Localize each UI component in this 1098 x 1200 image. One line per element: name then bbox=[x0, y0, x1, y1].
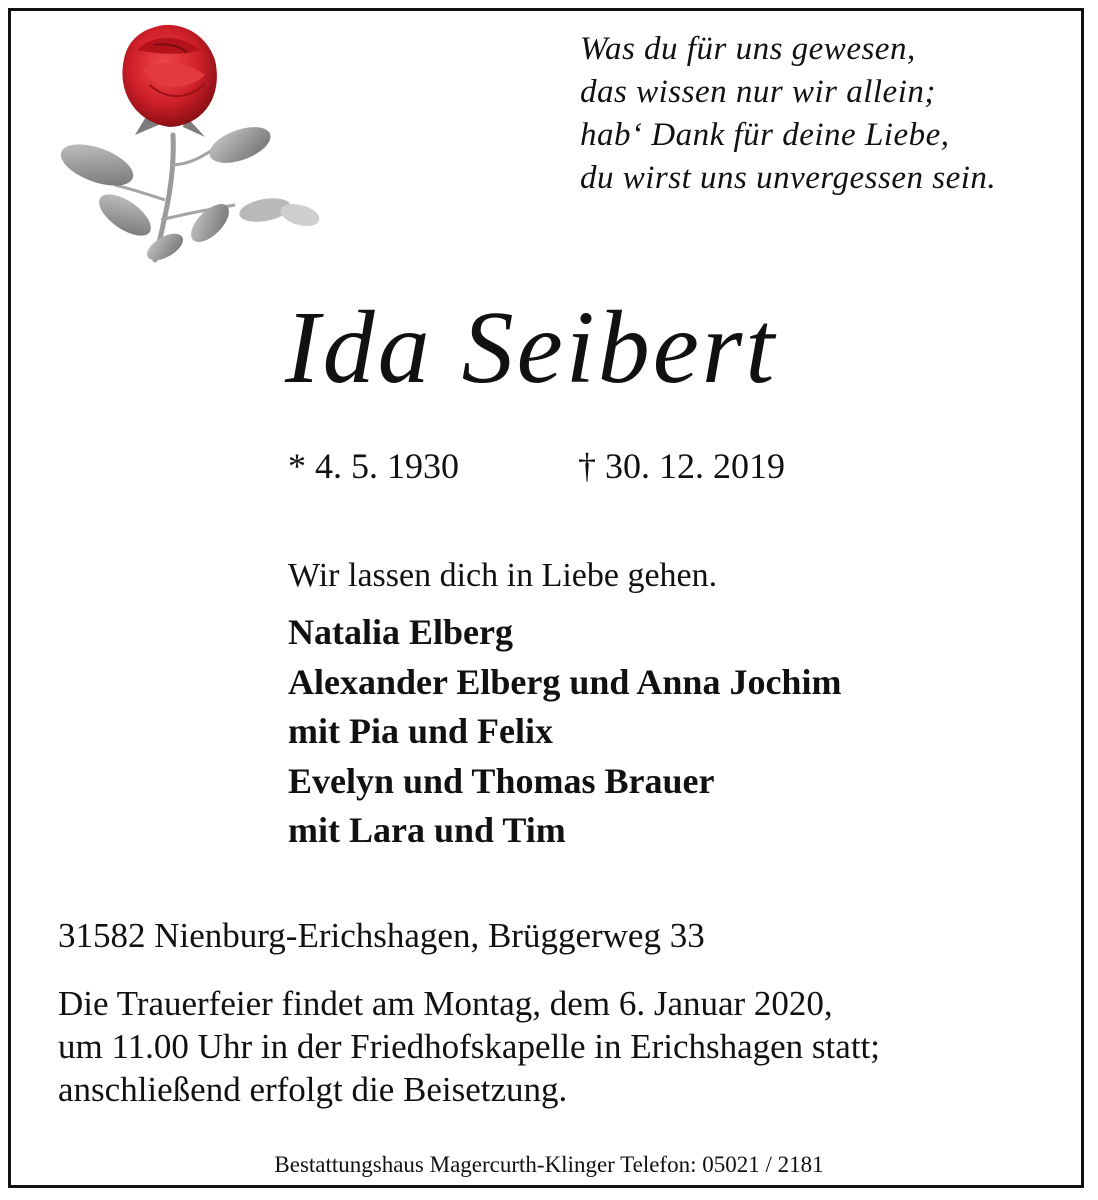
mourner-line: Alexander Elberg und Anna Jochim bbox=[288, 661, 842, 702]
rose-image bbox=[55, 15, 350, 280]
mourner-line: mit Pia und Felix bbox=[288, 711, 554, 751]
death-date: † 30. 12. 2019 bbox=[578, 446, 785, 486]
poem-line: das wissen nur wir allein; bbox=[580, 74, 936, 110]
funeral-service-info bbox=[58, 982, 1038, 1111]
poem-line: hab‘ Dank für deine Liebe, bbox=[580, 117, 950, 153]
service-line: Die Trauerfeier findet am Montag, dem 6. Januar 2020, bbox=[58, 984, 833, 1023]
funeral-home-footer: Bestattungshaus Magercurth-Klinger Telefon: 05021 / 2181 bbox=[274, 1152, 824, 1177]
poem-line: du wirst uns unvergessen sein. bbox=[580, 160, 997, 196]
birth-date: * 4. 5. 1930 bbox=[288, 446, 459, 486]
mourner-line: Natalia Elberg bbox=[288, 612, 513, 652]
mourner-line: Evelyn und Thomas Brauer bbox=[288, 760, 715, 801]
deceased-name: Ida Seibert bbox=[285, 290, 778, 405]
mourners-list bbox=[288, 608, 841, 856]
farewell-text: Wir lassen dich in Liebe gehen. bbox=[288, 557, 718, 594]
memorial-poem bbox=[580, 28, 1060, 200]
service-line: um 11.00 Uhr in der Friedhofskapelle in Erichshagen statt; bbox=[58, 1027, 880, 1066]
mourner-line: mit Lara und Tim bbox=[288, 810, 566, 850]
service-line: anschließend erfolgt die Beisetzung. bbox=[58, 1070, 568, 1109]
family-address: 31582 Nienburg-Erichshagen, Brüggerweg 33 bbox=[58, 916, 705, 955]
poem-line: Was du für uns gewesen, bbox=[580, 31, 916, 67]
